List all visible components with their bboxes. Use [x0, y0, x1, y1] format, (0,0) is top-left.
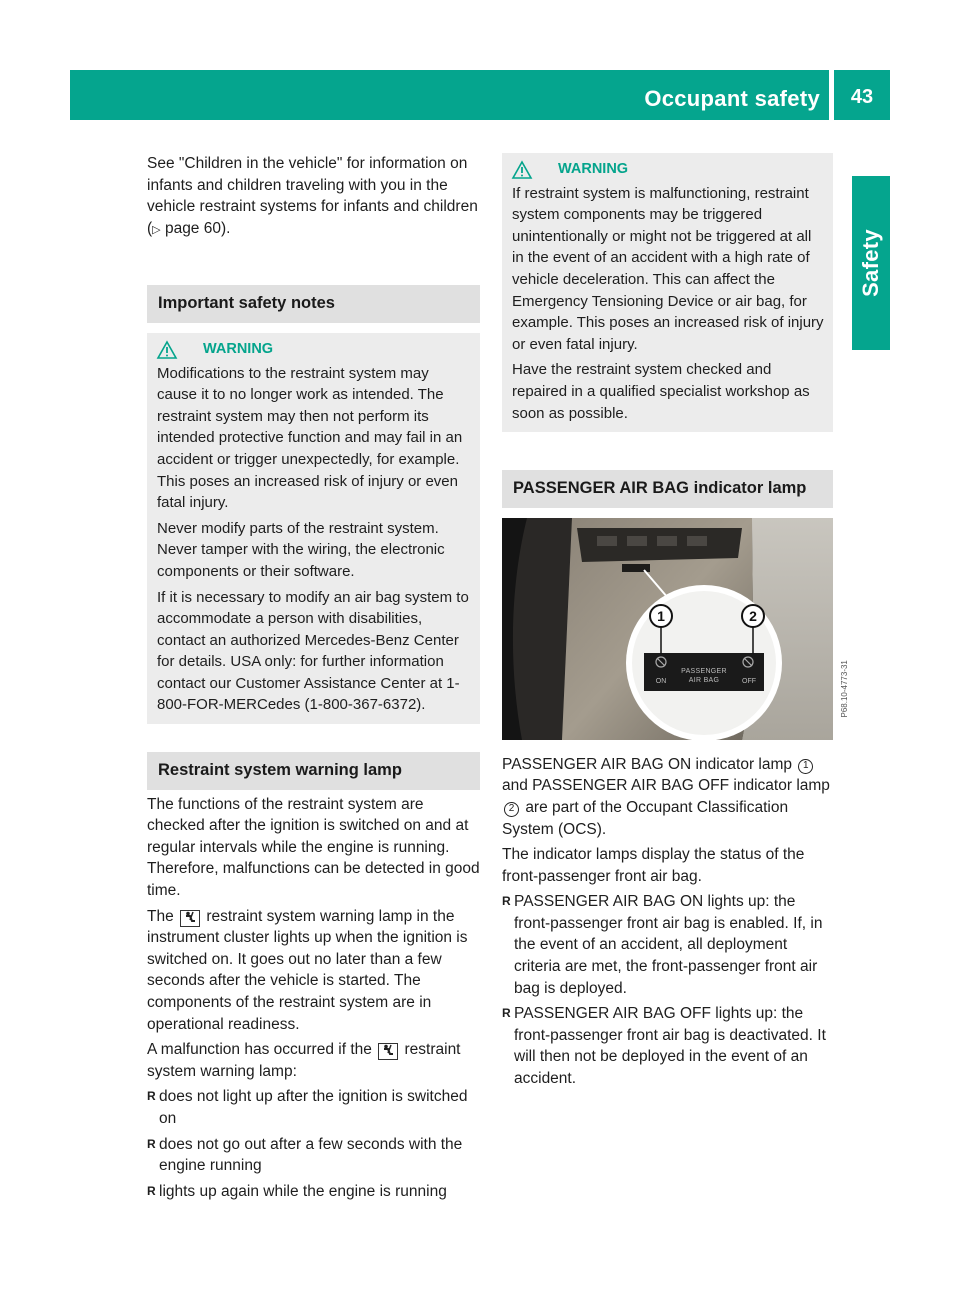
- warning-paragraph: If restraint system is malfunctioning, restraint system components may be triggered unintentionally or might not be triggered at all in the event of an accident with a high rate of vehicle deceleration. This can affect the Emergency Tensioning Device or air bag, for example. This poses an increased risk of injury or even fatal injury.: [512, 184, 824, 353]
- airbag-p1-c: are part of the Occupant Classification System (OCS).: [502, 798, 789, 838]
- restraint-p3-post: restraint system warning lamp:: [147, 1041, 461, 1080]
- page-number: 43: [850, 86, 874, 108]
- restraint-paragraph-1: The functions of the restraint system are checked after the ignition is switched on and at regular intervals while the engine is running. Therefore, malfunctions can be detected in good time.: [147, 795, 480, 900]
- list-item: [502, 891, 833, 999]
- side-tab-label-wrap: [852, 176, 890, 350]
- bullet-text: PASSENGER AIR BAG OFF lights up: the front-passenger front air bag is deactivated. It will then not be deployed in the event of an accident.: [514, 1005, 826, 1088]
- warning-header: [512, 159, 825, 181]
- list-item: [147, 1134, 480, 1177]
- warning-box-malfunction: [502, 153, 833, 432]
- restraint-paragraph-2: [147, 906, 480, 1036]
- bullet-text: does not light up after the ignition is switched on: [159, 1088, 468, 1127]
- bullet-mark: R: [147, 1089, 156, 1104]
- bullet-text: does not go out after a few seconds with the engine running: [159, 1135, 463, 1175]
- airbag-p1-b: and PASSENGER AIR BAG OFF indicator lamp: [502, 777, 830, 795]
- bullet-text: lights up again while the engine is running: [159, 1182, 447, 1200]
- list-item: [147, 1086, 480, 1129]
- callout-1: 1: [657, 607, 665, 624]
- warning-label: WARNING: [558, 161, 629, 177]
- intro-paragraph: [147, 153, 480, 241]
- warning-triangle-icon: [157, 341, 177, 359]
- bullet-mark: R: [502, 1006, 511, 1021]
- restraint-warning-lamp-icon: [378, 1043, 398, 1060]
- airbag-p1-a: PASSENGER AIR BAG ON indicator lamp: [502, 755, 793, 773]
- console-illustration: [502, 518, 833, 740]
- list-item: [502, 1003, 833, 1089]
- section-heading-safety-notes: Important safety notes: [147, 285, 480, 323]
- callout-2: 2: [749, 607, 757, 624]
- lamp-on-label: ON: [655, 677, 667, 685]
- page-ref-arrow-icon: ▷: [152, 223, 161, 236]
- page-title: Occupant safety: [644, 86, 820, 111]
- right-column: [502, 153, 849, 1094]
- section-heading-airbag-lamp: PASSENGER AIR BAG indicator lamp: [502, 470, 833, 508]
- warning-paragraph: Have the restraint system checked and repaired in a qualified specialist workshop as soon as possible.: [512, 361, 810, 422]
- intro-text: See "Children in the vehicle" for information on infants and children traveling with you in the vehicle restraint systems for infants and children (: [147, 155, 478, 237]
- restraint-p2-pre: The: [147, 907, 174, 925]
- restraint-p3-pre: A malfunction has occurred if the: [147, 1041, 372, 1059]
- restraint-paragraph-3: [147, 1039, 480, 1082]
- callout-ref-1: 1: [798, 759, 813, 774]
- bullet-mark: R: [502, 894, 511, 909]
- warning-label: WARNING: [203, 340, 274, 357]
- lamp-text-line2: AIR BAG: [688, 676, 720, 684]
- warning-paragraph: Modifications to the restraint system may cause it to no longer work as intended. The restraint system may then not perform its intended protective function and may fail in an accident or trigger unexpectedly, for example. This poses an increased risk of injury or even fatal injury.: [157, 364, 463, 512]
- lamp-off-label: OFF: [742, 677, 756, 685]
- bullet-mark: R: [147, 1183, 156, 1198]
- warning-paragraph: Never modify parts of the restraint system. Never tamper with the wiring, the electronic components or their software.: [157, 519, 445, 580]
- warning-triangle-icon: [512, 161, 532, 179]
- restraint-warning-lamp-icon: [180, 910, 200, 927]
- callout-ref-2: 2: [504, 802, 519, 817]
- list-item: [147, 1181, 480, 1203]
- warning-box-safety-notes: [147, 333, 480, 724]
- warning-paragraph: If it is necessary to modify an air bag system to accommodate a person with disabilities, contact an authorized Mercedes-Benz Center for details. USA only: for further information contact our Customer Assistance Center at 1-800-FOR-MERCedes (1-800-367-6372).: [157, 588, 469, 714]
- intro-page-ref: page 60).: [160, 219, 231, 237]
- left-column: [147, 153, 480, 1206]
- bullet-text: PASSENGER AIR BAG ON lights up: the front-passenger front air bag is enabled. If, in the event of an accident, all deployment criteria are met, the front-passenger front air bag is deployed.: [514, 893, 823, 997]
- airbag-indicator-photo: [502, 518, 849, 740]
- side-tab-label: Safety: [858, 229, 883, 297]
- airbag-paragraph-2: The indicator lamps display the status of the front-passenger front air bag.: [502, 846, 805, 885]
- section-heading-restraint-lamp: Restraint system warning lamp: [147, 752, 480, 790]
- bullet-mark: R: [147, 1136, 156, 1151]
- warning-header: [157, 339, 472, 361]
- image-code: P68.10-4773-31: [839, 659, 849, 718]
- airbag-paragraph-1: [502, 754, 833, 840]
- restraint-p2-post: restraint system warning lamp in the instrument cluster lights up when the ignition is switched on. It goes out no later than a few seconds after the vehicle is started. The components of the restraint system are in operational readiness.: [147, 907, 468, 1033]
- lamp-text-line1: PASSENGER: [681, 667, 727, 675]
